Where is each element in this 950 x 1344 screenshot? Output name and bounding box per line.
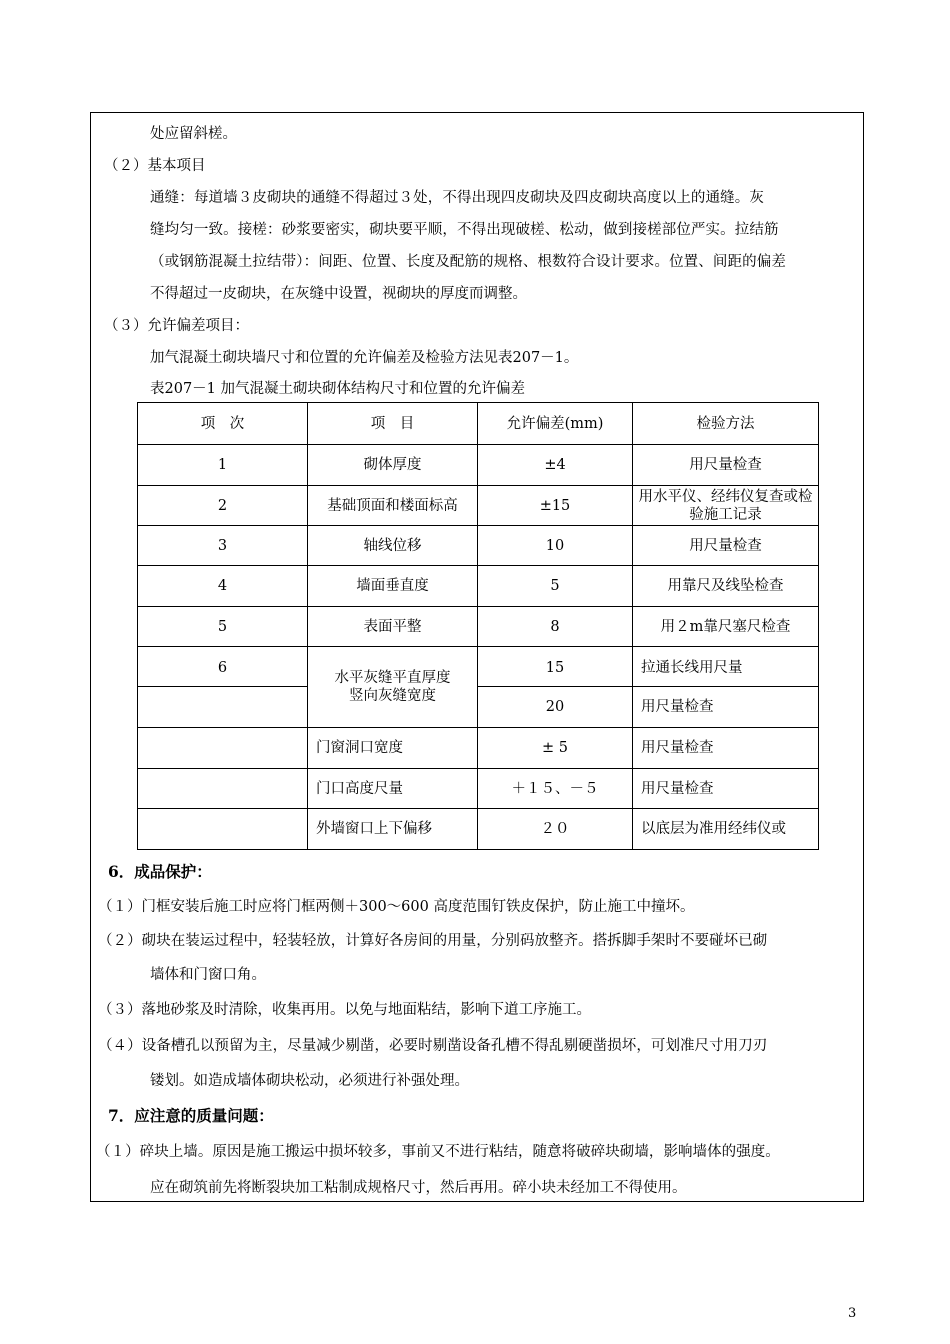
- cell-no: [138, 769, 308, 809]
- cell-item: 表面平整: [308, 607, 478, 647]
- cell-method: 用尺量检查: [633, 445, 819, 486]
- cell-tolerance: 15: [478, 647, 633, 687]
- table-row: [138, 445, 819, 486]
- text-line: 缝均匀一致。接槎：砂浆要密实，砌块要平顺，不得出现破槎、松动，做到接槎部位严实。拉结筋: [150, 222, 779, 238]
- cell-no: 3: [138, 526, 308, 566]
- header-cell: 项 目: [308, 403, 478, 445]
- table-row: [138, 687, 819, 728]
- cell-no: [138, 687, 308, 728]
- table-row: [138, 647, 819, 687]
- table-row: [138, 769, 819, 809]
- cell-method: 用靠尺及线坠检查: [633, 566, 819, 607]
- text-line: （３）落地砂浆及时清除，收集再用。以免与地面粘结，影响下道工序施工。: [98, 1002, 591, 1018]
- cell-no: 5: [138, 607, 308, 647]
- cell-tolerance: 20: [478, 687, 633, 728]
- table-header-row: [138, 403, 819, 445]
- table-row: [138, 728, 819, 769]
- section-7-heading: 7．应注意的质量问题：: [108, 1106, 274, 1125]
- table-row: [138, 526, 819, 566]
- table-row: [138, 566, 819, 607]
- text-line: 镂划。如造成墙体砌块松动，必须进行补强处理。: [150, 1073, 469, 1089]
- cell-item: 轴线位移: [308, 526, 478, 566]
- cell-tolerance: 10: [478, 526, 633, 566]
- text-line: （１）门框安装后施工时应将门框两侧＋300～600 高度范围钉铁皮保护，防止施工中撞坏。: [98, 899, 695, 915]
- cell-method: 用２m靠尺塞尺检查: [633, 607, 819, 647]
- text-line: 墙体和门窗口角。: [150, 967, 266, 983]
- table-row: [138, 607, 819, 647]
- cell-method: 用尺量检查: [633, 728, 819, 769]
- cell-tolerance: ２０: [478, 809, 633, 850]
- subheading-tolerance: （３）允许偏差项目：: [104, 318, 249, 334]
- cell-item: 门窗洞口宽度: [308, 728, 478, 769]
- text-line: （或钢筋混凝土拉结带）：间距、位置、长度及配筋的规格、根数符合设计要求。位置、间距的偏差: [150, 254, 787, 270]
- cell-item: 墙面垂直度: [308, 566, 478, 607]
- text-line: 处应留斜槎。: [150, 126, 237, 142]
- table-row: [138, 486, 819, 526]
- cell-tolerance: ±4: [478, 445, 633, 486]
- cell-item: 外墙窗口上下偏移: [308, 809, 478, 850]
- cell-no: [138, 728, 308, 769]
- cell-no: 2: [138, 486, 308, 526]
- cell-item: 基础顶面和楼面标高: [308, 486, 478, 526]
- cell-tolerance: ±15: [478, 486, 633, 526]
- cell-no: 6: [138, 647, 308, 687]
- header-cell: 检验方法: [633, 403, 819, 445]
- text-line: （４）设备槽孔以预留为主，尽量减少剔凿，必要时剔凿设备孔槽不得乱剔硬凿损坏，可划准尺寸用刀刃: [98, 1038, 768, 1054]
- cell-method: 拉通长线用尺量: [633, 647, 819, 687]
- text-line: 通缝：每道墙３皮砌块的通缝不得超过３处，不得出现四皮砌块及四皮砌块高度以上的通缝。灰: [150, 190, 765, 206]
- text-line: 不得超过一皮砌块，在灰缝中设置，视砌块的厚度而调整。: [150, 286, 527, 302]
- cell-method: 用水平仪、经纬仪复查或检验施工记录: [633, 486, 819, 526]
- page-number: 3: [848, 1306, 857, 1321]
- cell-tolerance: ± 5: [478, 728, 633, 769]
- section-6-heading: 6．成品保护：: [108, 862, 212, 881]
- text-line: 加气混凝土砌块墙尺寸和位置的允许偏差及检验方法见表207－1。: [150, 350, 579, 366]
- cell-method: 用尺量检查: [633, 769, 819, 809]
- cell-no: 1: [138, 445, 308, 486]
- text-line: （２）砌块在装运过程中，轻装轻放，计算好各房间的用量，分别码放整齐。搭拆脚手架时不要碰坏已砌: [98, 933, 768, 949]
- text-line: 应在砌筑前先将断裂块加工粘制成规格尺寸，然后再用。碎小块未经加工不得使用。: [150, 1180, 687, 1196]
- cell-method: 用尺量检查: [633, 687, 819, 728]
- cell-tolerance: 5: [478, 566, 633, 607]
- cell-no: 4: [138, 566, 308, 607]
- cell-tolerance: 8: [478, 607, 633, 647]
- cell-item-merged: 水平灰缝平直厚度 竖向灰缝宽度: [308, 647, 478, 728]
- header-cell: 项 次: [138, 403, 308, 445]
- table-row: [138, 809, 819, 850]
- cell-no: [138, 809, 308, 850]
- text-line: （１）碎块上墙。原因是施工搬运中损坏较多，事前又不进行粘结，随意将破碎块砌墙，影响墙体的强度。: [96, 1144, 780, 1160]
- cell-tolerance: ＋１５、－５: [478, 769, 633, 809]
- cell-item: 砌体厚度: [308, 445, 478, 486]
- subheading-basic-items: （２）基本项目: [104, 158, 206, 174]
- cell-method: 以底层为准用经纬仪或: [633, 809, 819, 850]
- cell-item: 门口高度尺量: [308, 769, 478, 809]
- cell-method: 用尺量检查: [633, 526, 819, 566]
- table-caption: 表207－1 加气混凝土砌块砌体结构尺寸和位置的允许偏差: [150, 381, 526, 397]
- tolerance-table: [137, 402, 819, 850]
- header-cell: 允许偏差(mm): [478, 403, 633, 445]
